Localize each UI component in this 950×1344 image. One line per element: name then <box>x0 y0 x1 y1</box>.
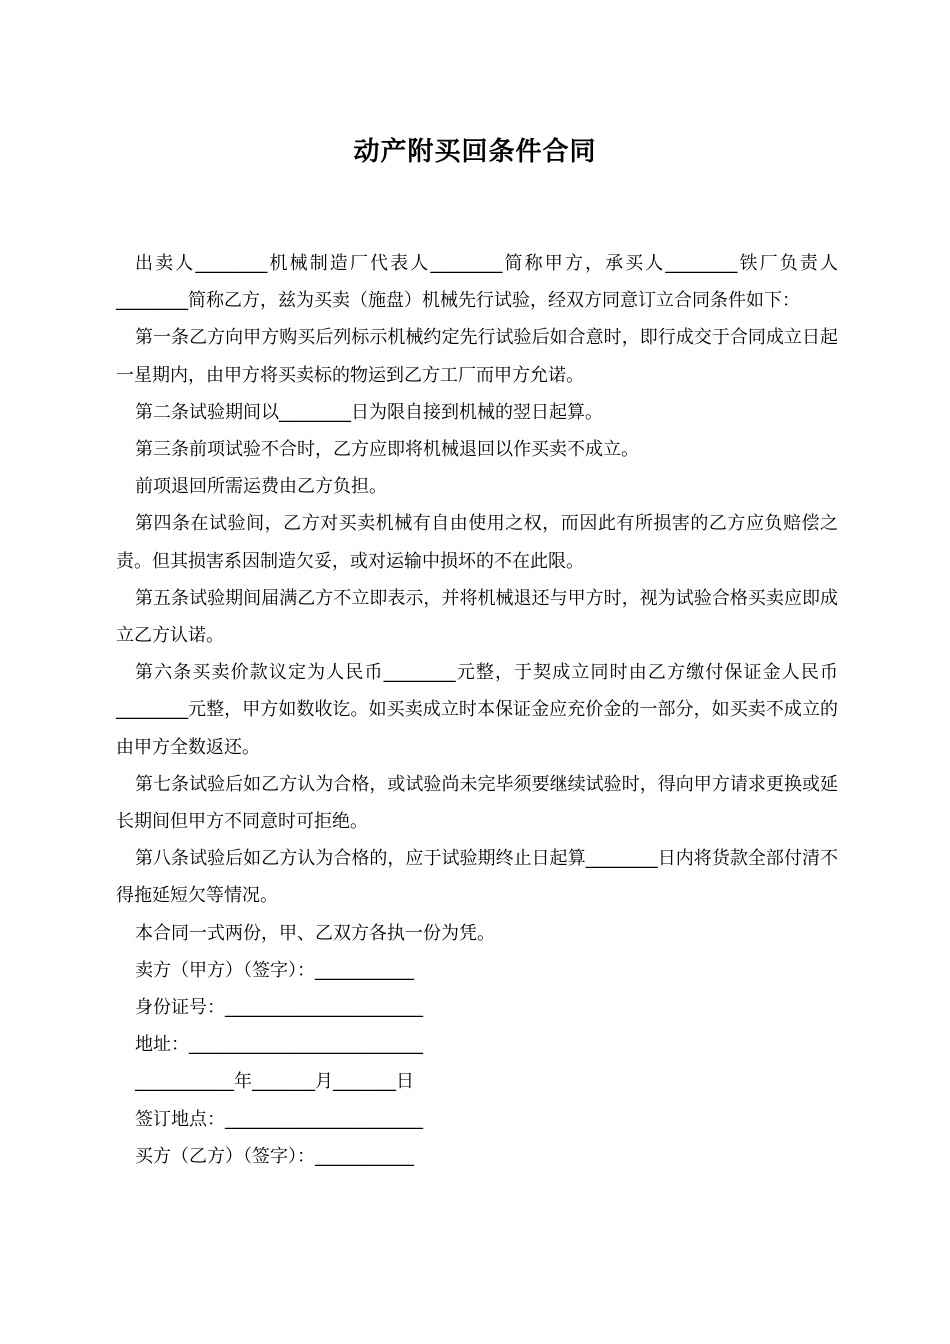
id-number-line: 身份证号：______________________ <box>135 997 423 1019</box>
date-line: ___________年_______月_______日 <box>135 1071 414 1093</box>
paragraph-article-3: 第三条前项试验不合时，乙方应即将机械退回以作买卖不成立。 <box>135 439 639 461</box>
signing-place-line: 签订地点：______________________ <box>135 1108 423 1130</box>
address-line: 地址：__________________________ <box>135 1034 423 1056</box>
buyer-signature-line: 买方（乙方）（签字）：___________ <box>135 1145 414 1167</box>
document-title: 动产附买回条件合同 <box>353 137 597 167</box>
signature-block <box>116 952 838 1175</box>
paragraph-article-4: 第四条在试验间，乙方对买卖机械有自由使用之权，而因此有所损害的乙方应负赔偿之责。但其损害系因制造欠妥，或对运输中损坏的不在此限。 <box>116 513 838 572</box>
paragraph-copies: 本合同一式两份，甲、乙双方各执一份为凭。 <box>135 922 495 944</box>
paragraph-article-6: 第六条买卖价款议定为人民币________元整，于契成立同时由乙方缴付保证金人民币________元整，甲方如数收讫。如买卖成立时本保证金应充价金的一部分，如买卖不成立的由甲方全数返还。 <box>116 662 838 758</box>
paragraph-article-3-note: 前项退回所需运费由乙方负担。 <box>135 476 387 498</box>
paragraph-article-1: 第一条乙方向甲方购买后列标示机械约定先行试验后如合意时，即行成交于合同成立日起一星期内，由甲方将买卖标的物运到乙方工厂而甲方允诺。 <box>116 327 838 386</box>
document-body <box>116 245 838 1175</box>
paragraph-article-5: 第五条试验期间届满乙方不立即表示，并将机械退还与甲方时，视为试验合格买卖应即成立乙方认诺。 <box>116 587 838 647</box>
seller-signature-line: 卖方（甲方）（签字）：___________ <box>135 959 414 981</box>
paragraph-article-8: 第八条试验后如乙方认为合格的，应于试验期终止日起算________日内将货款全部付清不得拖延短欠等情况。 <box>116 848 838 907</box>
paragraph-parties: 出卖人________机械制造厂代表人________简称甲方，承买人________铁厂负责人________简称乙方，兹为买卖（施盘）机械先行试验，经双方同意订立合同条件如下： <box>116 253 838 312</box>
paragraph-article-2: 第二条试验期间以________日为限自接到机械的翌日起算。 <box>135 401 603 423</box>
paragraph-article-7: 第七条试验后如乙方认为合格，或试验尚未完毕须要继续试验时，得向甲方请求更换或延长期间但甲方不同意时可拒绝。 <box>116 773 838 833</box>
